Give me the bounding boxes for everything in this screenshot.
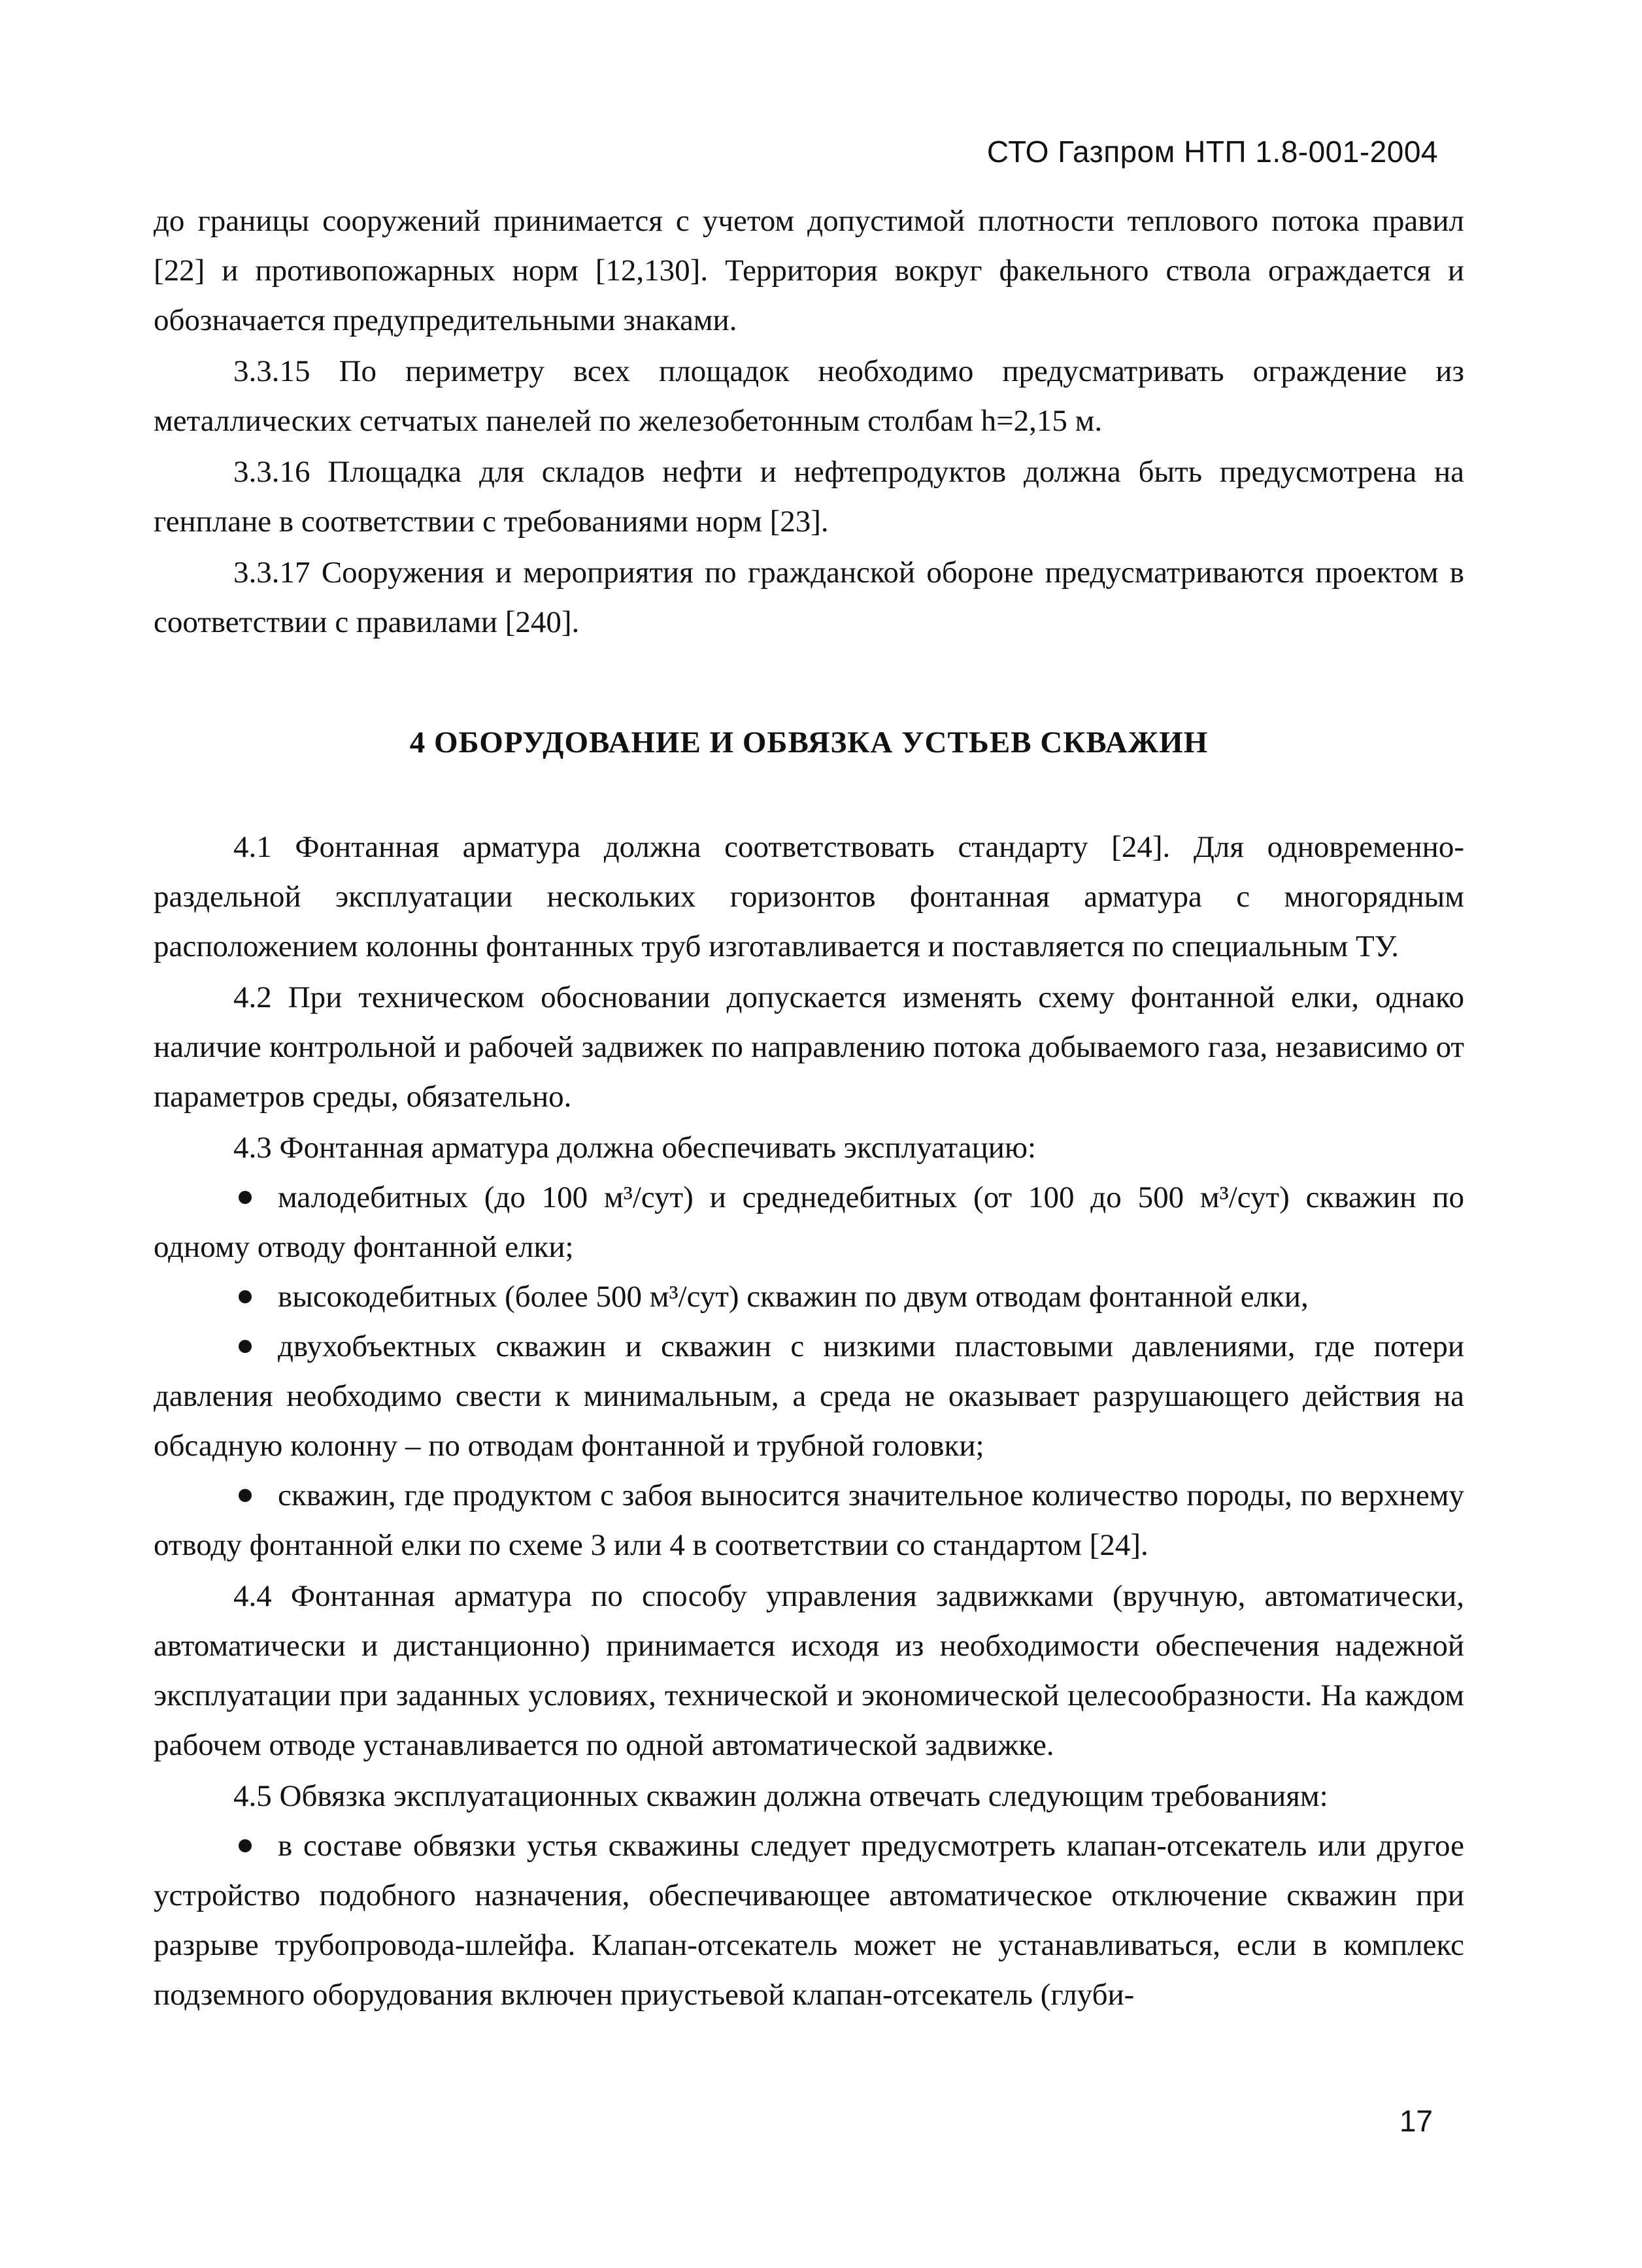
bullet-item <box>154 1322 1464 1471</box>
document-header: СТО Газпром НТП 1.8-001-2004 <box>986 135 1438 169</box>
paragraph-4-1: 4.1 Фонтанная арматура должна соответствовать стандарту [24]. Для одновременно-раздельной эксплуатации нескольких горизонтов фонтанная арматура с многорядным расположением колонны фонтанных труб изготавливается и поставляется по специальным ТУ. <box>154 830 1464 963</box>
bullet-text: малодебитных (до 100 м³/сут) и среднедебитных (от 100 до 500 м³/сут) скважин по одному отводу фонтанной елки; <box>154 1180 1464 1264</box>
bullet-text: двухобъектных скважин и скважин с низкими пластовыми давлениями, где потери давления необходимо свести к минимальным, а среда не оказывает разрушающего действия на обсадную колонну – по отводам фонтанной и трубной головки; <box>154 1329 1464 1463</box>
bullet-icon <box>239 1191 252 1204</box>
paragraph-4-2: 4.2 При техническом обосновании допускается изменять схему фонтанной елки, однако наличие контрольной и рабочей задвижек по направлению потока добываемого газа, независимо от параметров среды, обязательно. <box>154 980 1464 1114</box>
paragraph-4-3: 4.3 Фонтанная арматура должна обеспечивать эксплуатацию: <box>233 1131 1037 1165</box>
section-title: 4 ОБОРУДОВАНИЕ И ОБВЯЗКА УСТЬЕВ СКВАЖИН <box>409 725 1209 759</box>
body-text <box>154 196 1464 2020</box>
page-number: 17 <box>1399 2104 1433 2138</box>
bullet-icon <box>239 1839 252 1852</box>
bullet-icon <box>239 1489 252 1502</box>
bullet-text: скважин, где продуктом с забоя выносится значительное количество породы, по верхнему отводу фонтанной елки по схеме 3 или 4 в соответствии со стандартом [24]. <box>154 1478 1464 1562</box>
paragraph-3-3-17: 3.3.17 Сооружения и мероприятия по гражданской обороне предусматриваются проектом в соответствии с правилами [240]. <box>154 556 1464 639</box>
bullet-icon <box>239 1290 252 1303</box>
paragraph-3-3-15: 3.3.15 По периметру всех площадок необходимо предусматривать ограждение из металлических сетчатых панелей по железобетонным столбам h=2,15 м. <box>154 354 1464 438</box>
paragraph-3-3-16: 3.3.16 Площадка для складов нефти и нефтепродуктов должна быть предусмотрена на генплане в соответствии с требованиями норм [23]. <box>154 455 1464 539</box>
paragraph-4-5: 4.5 Обвязка эксплуатационных скважин должна отвечать следующим требованиям: <box>233 1779 1328 1813</box>
bullet-item <box>154 1821 1464 2020</box>
bullet-item <box>154 1272 1464 1322</box>
bullet-icon <box>239 1340 252 1353</box>
bullet-text: высокодебитных (более 500 м³/сут) скважин по двум отводам фонтанной елки, <box>278 1280 1309 1314</box>
bullet-text: в составе обвязки устья скважины следует предусмотреть клапан-отсекатель или другое устройство подобного назначения, обеспечивающее автоматическое отключение скважин при разрыве трубопровода-шлейфа. Клапан-отсекатель может не устанавливаться, если в комплекс подземного оборудования включен приустьевой клапан-отсекатель (глуби- <box>154 1829 1464 2012</box>
paragraph: до границы сооружений принимается с учетом допустимой плотности теплового потока правил [22] и противопожарных норм [12,130]. Территория вокруг факельного ствола ограждается и обозначается предупредительными знаками. <box>154 204 1464 337</box>
paragraph-4-4: 4.4 Фонтанная арматура по способу управления задвижками (вручную, автоматически, автоматически и дистанционно) принимается исходя из необходимости обеспечения надежной эксплуатации при заданных условиях, технической и экономической целесообразности. На каждом рабочем отводе устанавливается по одной автоматической задвижке. <box>154 1579 1464 1762</box>
bullet-item <box>154 1173 1464 1272</box>
bullet-item <box>154 1471 1464 1570</box>
